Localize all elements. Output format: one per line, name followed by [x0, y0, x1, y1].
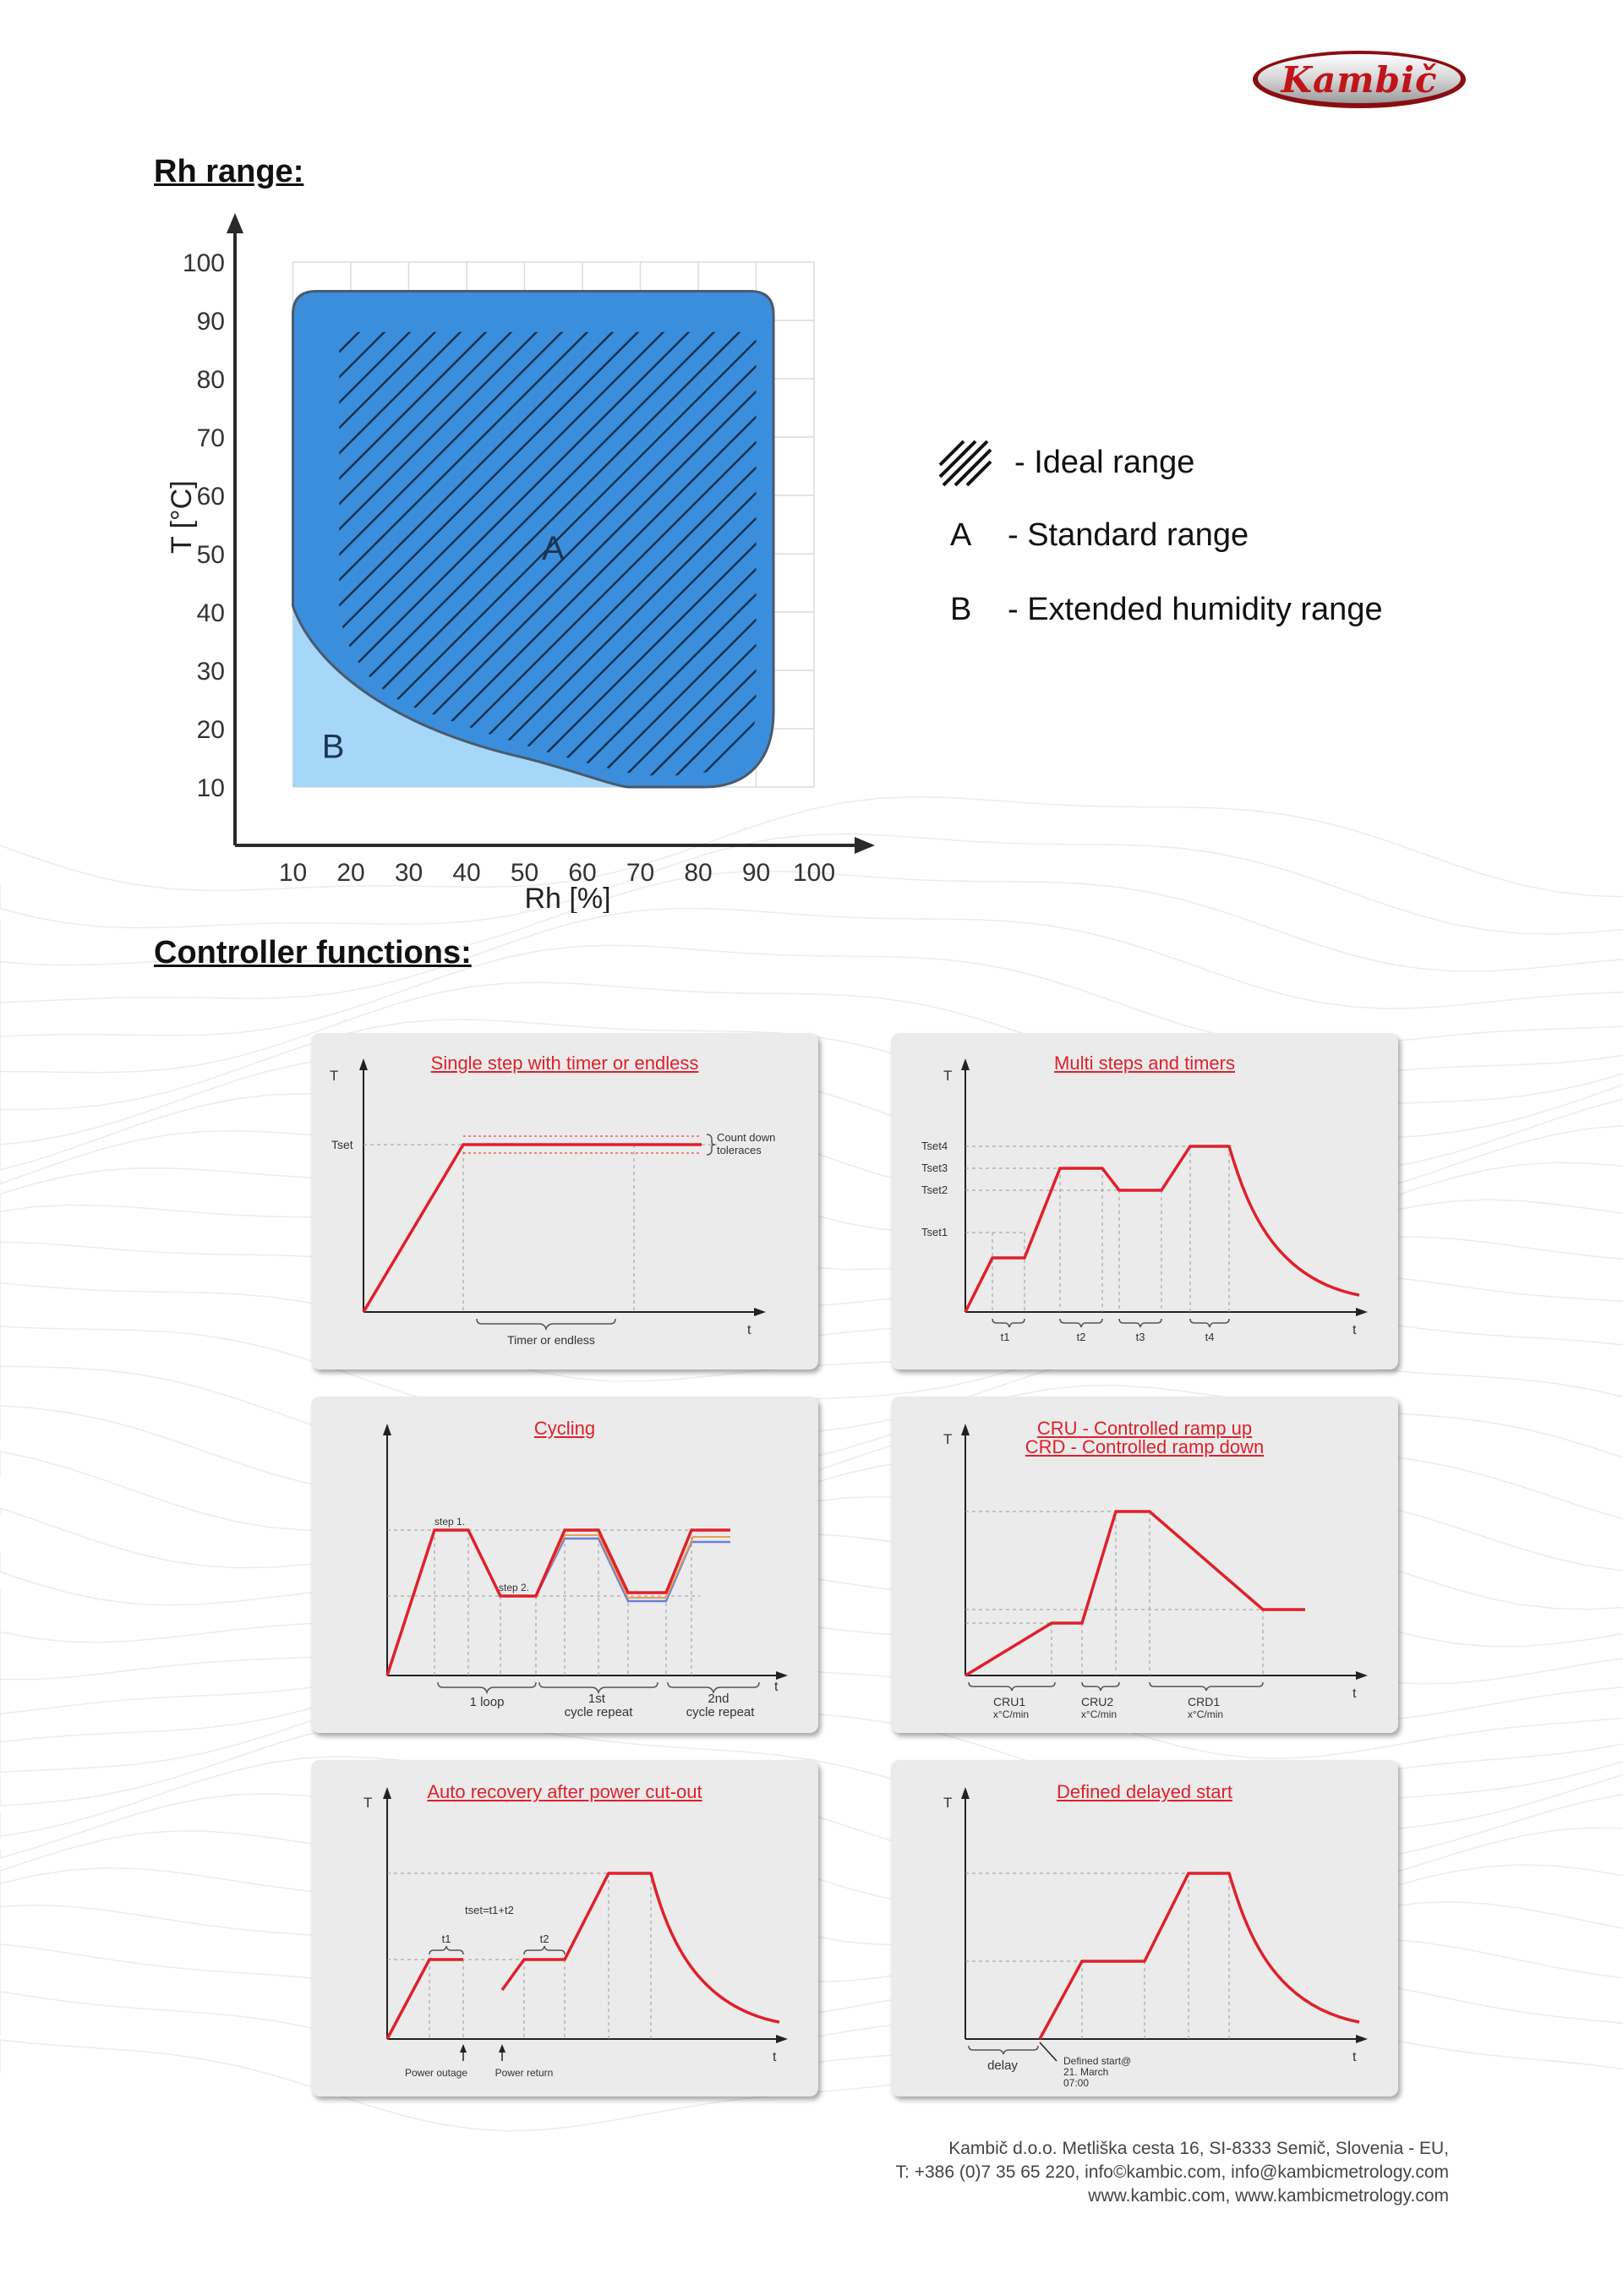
- logo-wordmark: Kambič: [1281, 58, 1438, 101]
- timer-brace-label: Timer or endless: [507, 1333, 595, 1347]
- x-tick-label: 40: [452, 859, 481, 887]
- y-tick-label: 20: [196, 716, 225, 744]
- multi-steps-diagram: [891, 1033, 1398, 1369]
- y-tick-label: 90: [196, 308, 225, 336]
- footer-phone-email: T: +386 (0)7 35 65 220, info©kambic.com, info@kambicmetrology.com: [895, 2162, 1449, 2182]
- footer-websites: www.kambic.com, www.kambicmetrology.com: [1088, 2186, 1449, 2206]
- footer-contact: [896, 2137, 1449, 2208]
- x-tick-label: 10: [278, 859, 308, 887]
- cru1-label: CRU1 x°C/min: [992, 1695, 1030, 1720]
- x-tick-label: 20: [336, 859, 365, 887]
- panel-single-step: [311, 1033, 818, 1369]
- auto-recovery-diagram: [311, 1760, 818, 2096]
- tset-label: Tset: [331, 1138, 353, 1151]
- t4-label: t4: [1205, 1331, 1215, 1343]
- y-tick-label: 50: [196, 541, 225, 569]
- time-axis-label: t: [773, 2050, 777, 2064]
- t-axis-label: T: [330, 1068, 339, 1084]
- region-label-b: B: [321, 728, 345, 766]
- time-axis-label: t: [774, 1680, 779, 1694]
- y-axis-label: T [°C]: [166, 480, 198, 554]
- y-tick-label: 60: [196, 483, 225, 511]
- delayed-start-diagram: [891, 1760, 1398, 2096]
- t-axis-label: T: [363, 1795, 373, 1811]
- t1-label: t1: [441, 1932, 451, 1945]
- x-tick-label: 60: [568, 859, 597, 887]
- t-axis-label: T: [943, 1068, 953, 1084]
- t3-label: t3: [1135, 1331, 1145, 1343]
- t2-label: t2: [539, 1932, 549, 1945]
- hatch-icon: [938, 440, 989, 497]
- time-axis-label: t: [1352, 1323, 1357, 1337]
- panel-title: Cycling: [533, 1418, 596, 1439]
- tset4-label: Tset4: [921, 1140, 948, 1152]
- panel-title: Single step with timer or endless: [430, 1052, 699, 1074]
- t-axis-label: T: [943, 1795, 953, 1811]
- y-tick-label: 70: [196, 424, 225, 452]
- y-tick-label: 30: [196, 658, 225, 686]
- panel-title: Auto recovery after power cut-out: [427, 1781, 702, 1802]
- t-axis-label: T: [943, 1431, 953, 1447]
- panel-title: Multi steps and timers: [1054, 1052, 1235, 1074]
- cru2-label: CRU2 x°C/min: [1080, 1695, 1118, 1720]
- x-tick-label: 70: [626, 859, 655, 887]
- defined-start-label: Defined start@ 21. March 07:00: [1063, 2055, 1132, 2089]
- panel-title-line1: CRU - Controlled ramp up: [1036, 1418, 1253, 1439]
- x-tick-label: 100: [792, 859, 836, 887]
- panel-multi-steps: [891, 1033, 1398, 1369]
- time-axis-label: t: [1352, 1686, 1357, 1701]
- step1-label: step 1.: [434, 1516, 466, 1528]
- panel-delayed-start: [891, 1760, 1398, 2096]
- delay-label: delay: [987, 2058, 1018, 2073]
- rh-range-heading: Rh range:: [154, 154, 304, 189]
- panel-cycling: [311, 1397, 818, 1733]
- panel-title-line2: CRD - Controlled ramp down: [1025, 1436, 1265, 1457]
- y-tick-label: 10: [196, 774, 225, 802]
- tolerance-label: Count down toleraces: [717, 1131, 776, 1156]
- time-axis-label: t: [1352, 2050, 1357, 2064]
- loop-label: 1 loop: [469, 1695, 505, 1709]
- tset1-label: Tset1: [921, 1226, 948, 1238]
- y-tick-label: 40: [196, 599, 225, 627]
- panel-title: Defined delayed start: [1057, 1781, 1232, 1802]
- panel-controlled-ramp: [891, 1397, 1398, 1733]
- y-tick-label: 100: [182, 249, 225, 277]
- x-tick-label: 50: [510, 859, 539, 887]
- crd1-label: CRD1 x°C/min: [1187, 1695, 1224, 1720]
- step2-label: step 2.: [499, 1582, 530, 1594]
- rh-range-chart: [152, 203, 896, 913]
- tset-formula-label: tset=t1+t2: [465, 1904, 514, 1916]
- time-axis-label: t: [747, 1323, 751, 1337]
- region-label-a: A: [542, 529, 565, 567]
- power-outage-label: Power outage: [404, 2067, 468, 2079]
- cycle2-label: 2nd cycle repeat: [686, 1692, 755, 1719]
- cycle1-label: 1st cycle repeat: [564, 1692, 633, 1719]
- tset3-label: Tset3: [921, 1162, 948, 1174]
- single-step-diagram: [311, 1033, 818, 1369]
- t1-label: t1: [1000, 1331, 1010, 1343]
- x-tick-label: 30: [394, 859, 424, 887]
- panel-auto-recovery: [311, 1760, 818, 2096]
- x-axis-label: Rh [%]: [524, 883, 611, 913]
- t2-label: t2: [1076, 1331, 1086, 1343]
- x-tick-label: 80: [684, 859, 713, 887]
- tset2-label: Tset2: [921, 1184, 948, 1196]
- controller-functions-heading: Controller functions:: [154, 935, 472, 970]
- kambic-logo: [1249, 47, 1469, 112]
- y-tick-label: 80: [196, 366, 225, 394]
- power-return-label: Power return: [495, 2067, 554, 2079]
- x-tick-label: 90: [741, 859, 771, 887]
- footer-address: Kambič d.o.o. Metliška cesta 16, SI-8333 Semič, Slovenia - EU,: [948, 2139, 1449, 2158]
- cycling-diagram: [311, 1397, 818, 1733]
